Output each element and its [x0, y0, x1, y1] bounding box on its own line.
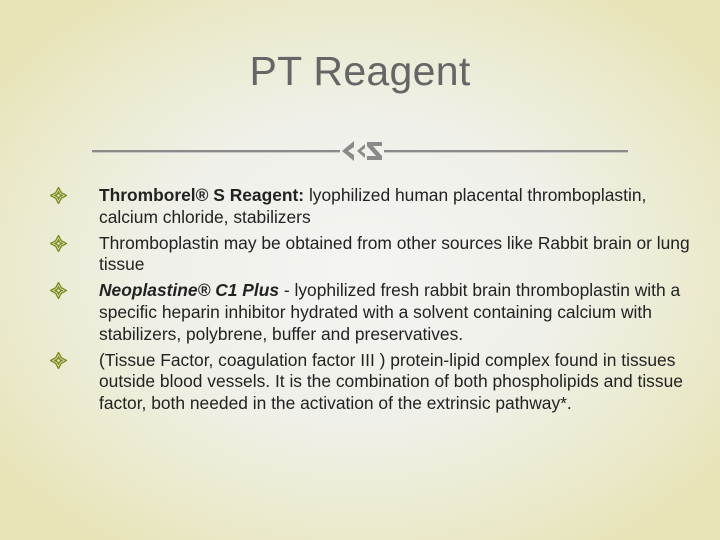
bullet-text: - lyophilized fresh rabbit brain thromboplastin with a specific heparin inhibitor hydrated with a solvent containing calcium with stabilizers, polybrene, buffer and preservatives. [99, 280, 681, 344]
bullet-text: (Tissue Factor, coagulation factor III ) protein-lipid complex found in tissues outside blood vessels. It is the combination of both phospholipids and tissue factor, both needed in the activation of the extrinsic pathway*. [99, 349, 683, 414]
bullet-item [50, 280, 690, 345]
flourish-icon [336, 136, 386, 166]
diamond-bullet-icon [50, 282, 67, 299]
slide-title: PT Reagent [249, 48, 471, 94]
bullet-item [50, 350, 690, 415]
bullet-lead: Thromborel® S Reagent: [99, 185, 305, 205]
bullet-text: Thromboplastin may be obtained from other sources like Rabbit brain or lung tissue [99, 232, 690, 275]
bullet-item [50, 233, 690, 277]
diamond-bullet-icon [50, 235, 67, 252]
title-divider-left [92, 150, 340, 152]
bullet-list [50, 185, 690, 419]
title-divider-right [384, 150, 628, 152]
bullet-lead: Neoplastine® C1 Plus [99, 280, 280, 301]
bullet-text: lyophilized human placental thromboplastin, calcium chloride, stabilizers [99, 185, 647, 227]
bullet-item [50, 185, 690, 229]
diamond-bullet-icon [50, 352, 67, 369]
diamond-bullet-icon [50, 187, 67, 204]
